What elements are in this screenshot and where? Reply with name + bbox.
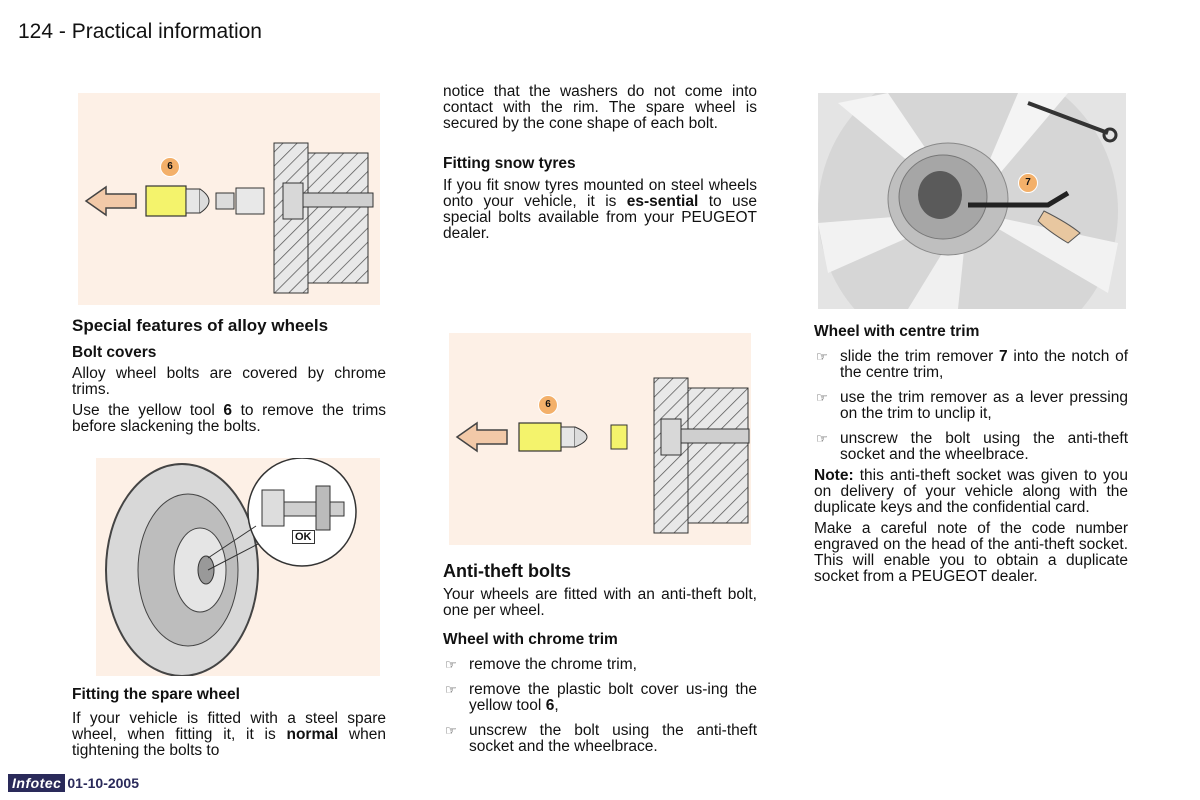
tool-6-badge: 6 (538, 395, 558, 415)
washers-paragraph: notice that the washers do not come into contact with the rim. The spare wheel is secured by the cone shape of each bolt. (443, 83, 757, 132)
careful-note-paragraph: Make a careful note of the code number engraved on the head of the anti-theft socket. This will enable you to obtain a duplicate socket from a PEUGEOT dealer. (814, 520, 1128, 585)
centre-bullet-3: ☞ unscrew the bolt using the anti-theft socket and the wheelbrace. (816, 430, 1128, 463)
pointing-hand-icon: ☞ (816, 349, 828, 364)
bolt-covers-heading: Bolt covers (72, 344, 157, 361)
pointing-hand-icon: ☞ (445, 723, 457, 738)
centre-trim-photo (818, 93, 1126, 309)
footer (8, 774, 139, 792)
centre-bullet-2: ☞ use the trim remover as a lever pressing on the trim to unclip it, (816, 389, 1128, 422)
chrome-trim-heading: Wheel with chrome trim (443, 631, 618, 648)
chrome-bullet-2: ☞ remove the plastic bolt cover us-ing the yellow tool 6, (445, 681, 757, 714)
trim-remover-7-badge: 7 (1018, 173, 1038, 193)
left-column-text (72, 318, 386, 435)
page-title: Practical information (71, 20, 262, 43)
chrome-bullet-1: ☞ remove the chrome trim, (445, 656, 637, 673)
header-separator: - (58, 20, 66, 43)
bolt-covers-paragraph-2: Use the yellow tool 6 to remove the trims before slackening the bolts. (72, 402, 386, 435)
anti-theft-paragraph: Your wheels are fitted with an anti-theft bolt, one per wheel. (443, 586, 757, 619)
spare-wheel-illustration (96, 458, 380, 676)
ok-label: OK (292, 530, 315, 544)
bolt-covers-paragraph-1: Alloy wheel bolts are covered by chrome trims. (72, 365, 386, 398)
snow-tyres-heading: Fitting snow tyres (443, 155, 576, 172)
pointing-hand-icon: ☞ (816, 431, 828, 446)
bolt-cover-illustration (78, 93, 380, 305)
page-number: 124 (18, 20, 54, 43)
infotec-logo: Infotec (8, 774, 65, 792)
anti-theft-bolt-illustration (449, 333, 751, 545)
pointing-hand-icon: ☞ (445, 682, 457, 697)
spare-wheel-section (72, 687, 386, 759)
footer-date: 01-10-2005 (67, 775, 140, 791)
chrome-bullet-3: ☞ unscrew the bolt using the anti-theft socket and the wheelbrace. (445, 722, 757, 755)
pointing-hand-icon: ☞ (816, 390, 828, 405)
middle-column-top (443, 84, 757, 242)
centre-bullet-1: ☞ slide the trim remover 7 into the notch of the centre trim, (816, 348, 1128, 381)
spare-wheel-paragraph: If your vehicle is fitted with a steel spare wheel, when fitting it, it is normal when tightening the bolts to (72, 710, 386, 759)
snow-tyres-paragraph: If you fit snow tyres mounted on steel wheels onto your vehicle, it is es-sential to use special bolts available from your PEUGEOT dealer. (443, 177, 757, 242)
note-paragraph: Note: this anti-theft socket was given to you on delivery of your vehicle along with the duplicate keys and the confidential card. (814, 467, 1128, 516)
right-column-text (814, 324, 1128, 585)
tool-6-badge: 6 (160, 157, 180, 177)
centre-trim-heading: Wheel with centre trim (814, 323, 980, 340)
special-features-heading: Special features of alloy wheels (72, 316, 329, 335)
spare-wheel-heading: Fitting the spare wheel (72, 686, 240, 703)
anti-theft-heading: Anti-theft bolts (443, 561, 571, 581)
anti-theft-section (443, 563, 757, 755)
pointing-hand-icon: ☞ (445, 657, 457, 672)
page-header (18, 20, 262, 44)
